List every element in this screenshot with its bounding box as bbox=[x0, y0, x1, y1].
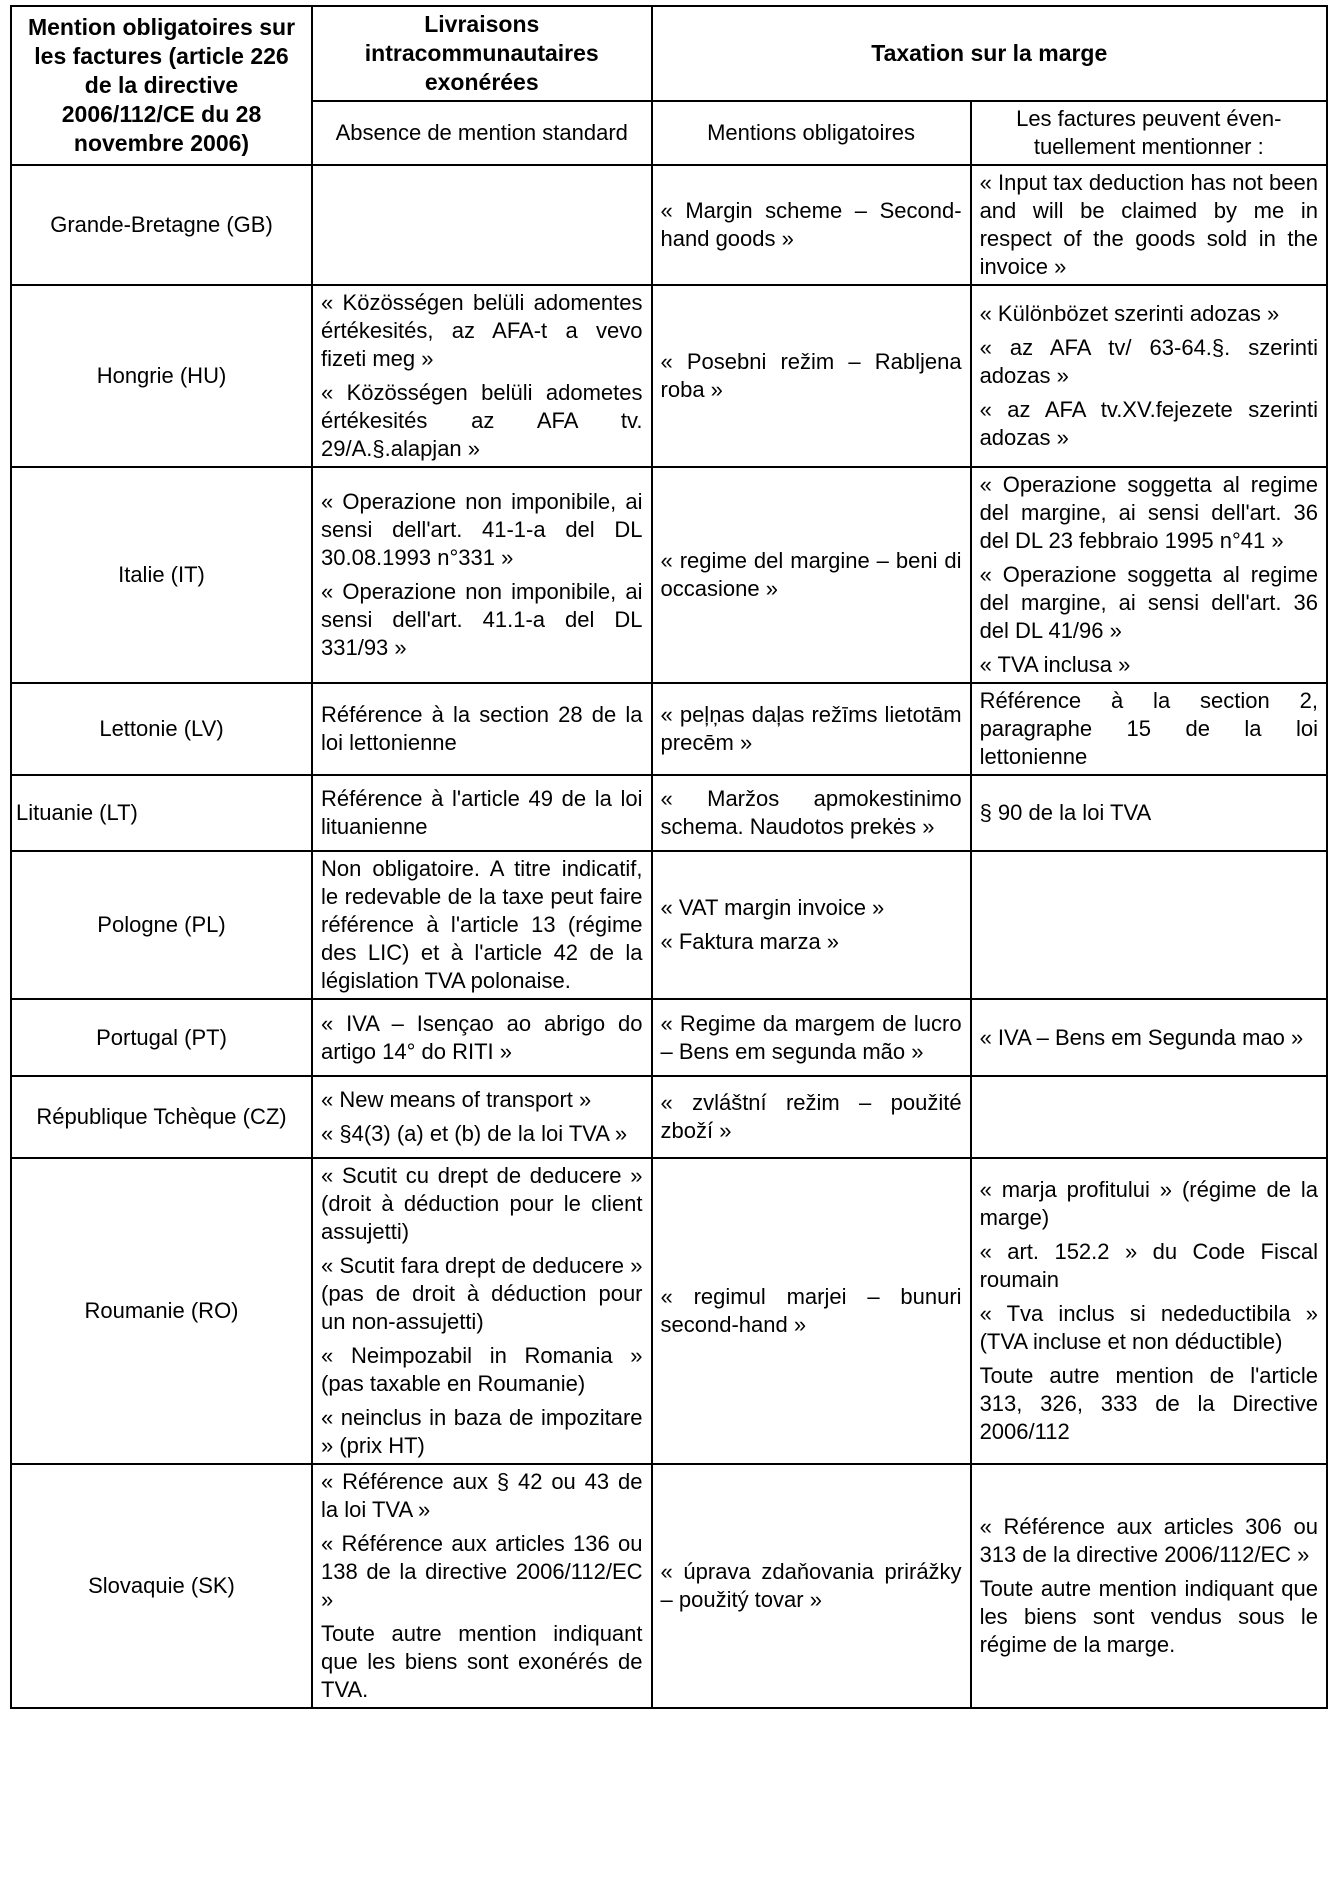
mention-entry: « Scutit cu drept de deducere » (droit à déduction pour le client assujetti) bbox=[321, 1163, 643, 1244]
intra-cell bbox=[312, 1076, 652, 1158]
subheader-mentions-facultatives: Les factures peuvent éven-tuellement mentionner : bbox=[971, 101, 1327, 165]
marge-facultatif-cell bbox=[971, 775, 1327, 851]
intra-cell bbox=[312, 683, 652, 775]
header-taxation-marge: Taxation sur la marge bbox=[652, 6, 1327, 101]
intra-cell bbox=[312, 1158, 652, 1464]
intra-cell bbox=[312, 467, 652, 683]
mention-entry: « Tva inclus si nedeductibila » (TVA incluse et non déductible) bbox=[979, 1301, 1318, 1354]
mention-entry: « §4(3) (a) et (b) de la loi TVA » bbox=[321, 1121, 628, 1146]
marge-obligatoire-cell bbox=[652, 683, 971, 775]
country-cell: Slovaquie (SK) bbox=[11, 1464, 312, 1708]
country-cell: Lettonie (LV) bbox=[11, 683, 312, 775]
marge-obligatoire-cell bbox=[652, 1464, 971, 1708]
mention-entry: « Référence aux § 42 ou 43 de la loi TVA » bbox=[321, 1469, 643, 1522]
mention-entry: « Operazione soggetta al regime del margine, ai sensi dell'art. 36 del DL 23 febbraio 1995 n°41 » bbox=[979, 472, 1318, 553]
mention-entry: Non obligatoire. A titre indicatif, le redevable de la taxe peut faire référence à l'article 13 (régime des LIC) et à l'article 42 de la législation TVA polonaise. bbox=[321, 856, 643, 993]
header-intracommunautaires: Livraisons intracommunautaires exonérées bbox=[312, 6, 652, 101]
mention-entry: « Référence aux articles 306 ou 313 de la directive 2006/112/EC » bbox=[979, 1514, 1318, 1567]
table-row bbox=[11, 851, 1327, 999]
table-row bbox=[11, 775, 1327, 851]
invoice-mentions-table bbox=[10, 5, 1328, 1709]
mention-entry: « zvláštní režim – použité zboží » bbox=[660, 1090, 962, 1143]
marge-facultatif-cell bbox=[971, 285, 1327, 467]
mention-entry: « regimul marjei – bunuri second-hand » bbox=[660, 1284, 962, 1337]
mention-entry: « Operazione non imponibile, ai sensi dell'art. 41-1-a del DL 30.08.1993 n°331 » bbox=[321, 489, 643, 570]
table-row bbox=[11, 683, 1327, 775]
marge-facultatif-cell bbox=[971, 683, 1327, 775]
marge-obligatoire-cell bbox=[652, 999, 971, 1076]
mention-entry: « Référence aux articles 136 ou 138 de la directive 2006/112/EC » bbox=[321, 1531, 643, 1612]
country-cell: Pologne (PL) bbox=[11, 851, 312, 999]
marge-obligatoire-cell bbox=[652, 1158, 971, 1464]
marge-facultatif-cell bbox=[971, 1158, 1327, 1464]
mention-entry: « az AFA tv/ 63-64.§. szerinti adozas » bbox=[979, 335, 1318, 388]
intra-cell bbox=[312, 999, 652, 1076]
mention-entry: « úprava zdaňovania prirážky – použitý tovar » bbox=[660, 1559, 962, 1612]
table-row bbox=[11, 467, 1327, 683]
mention-entry: « Közösségen belüli adomentes értékesités, az AFA-t a vevo fizeti meg » bbox=[321, 290, 643, 371]
table-row bbox=[11, 999, 1327, 1076]
mention-entry: « TVA inclusa » bbox=[979, 652, 1131, 677]
intra-cell bbox=[312, 165, 652, 285]
mention-entry: « regime del margine – beni di occasione » bbox=[660, 548, 962, 601]
header-row bbox=[11, 6, 1327, 101]
subheader-mentions-obligatoires: Mentions obligatoires bbox=[652, 101, 971, 165]
table-row bbox=[11, 165, 1327, 285]
country-cell: Roumanie (RO) bbox=[11, 1158, 312, 1464]
header-mentions: Mention obligatoires sur les factures (article 226 de la directive 2006/112/CE du 28 novembre 2006) bbox=[11, 6, 312, 165]
mention-entry: Toute autre mention de l'article 313, 326, 333 de la Directive 2006/112 bbox=[979, 1363, 1318, 1444]
intra-cell bbox=[312, 851, 652, 999]
mention-entry: Toute autre mention indiquant que les biens sont exonérés de TVA. bbox=[321, 1621, 643, 1702]
mention-entry: « Posebni režim – Rabljena roba » bbox=[660, 349, 962, 402]
subheader-absence-mention: Absence de mention standard bbox=[312, 101, 652, 165]
intra-cell bbox=[312, 775, 652, 851]
mention-entry: « Maržos apmokestinimo schema. Naudotos prekės » bbox=[660, 786, 962, 839]
mention-entry: « IVA – Bens em Segunda mao » bbox=[979, 1024, 1304, 1050]
mention-entry: « neinclus in baza de impozitare » (prix HT) bbox=[321, 1405, 643, 1458]
table-body bbox=[11, 165, 1327, 1708]
intra-cell bbox=[312, 1464, 652, 1708]
marge-obligatoire-cell bbox=[652, 1076, 971, 1158]
mention-entry: « peļņas daļas režīms lietotām precēm » bbox=[660, 702, 962, 755]
mention-entry: « VAT margin invoice » bbox=[660, 895, 885, 920]
marge-facultatif-cell bbox=[971, 1464, 1327, 1708]
country-cell: Grande-Bretagne (GB) bbox=[11, 165, 312, 285]
table-row bbox=[11, 1076, 1327, 1158]
country-cell: Lituanie (LT) bbox=[11, 775, 312, 851]
table-row bbox=[11, 1464, 1327, 1708]
table-row bbox=[11, 285, 1327, 467]
marge-obligatoire-cell bbox=[652, 775, 971, 851]
marge-facultatif-cell bbox=[971, 851, 1327, 999]
mention-entry: « Faktura marza » bbox=[660, 929, 840, 954]
mention-entry: « Különbözet szerinti adozas » bbox=[979, 301, 1280, 326]
mention-entry: Référence à la section 2, paragraphe 15 de la loi lettonienne bbox=[979, 688, 1318, 769]
mention-entry: « Operazione non imponibile, ai sensi dell'art. 41.1-a del DL 331/93 » bbox=[321, 579, 643, 660]
country-cell: Portugal (PT) bbox=[11, 999, 312, 1076]
mention-entry: « Margin scheme – Second-hand goods » bbox=[660, 198, 962, 251]
mention-entry: « Scutit fara drept de deducere » (pas de droit à déduction pour un non-assujetti) bbox=[321, 1253, 643, 1334]
marge-obligatoire-cell bbox=[652, 851, 971, 999]
mention-entry: § 90 de la loi TVA bbox=[979, 800, 1152, 825]
marge-obligatoire-cell bbox=[652, 165, 971, 285]
mention-entry: Référence à la section 28 de la loi lettonienne bbox=[321, 702, 643, 755]
mention-entry: « Input tax deduction has not been and will be claimed by me in respect of the goods sold in the invoice » bbox=[979, 170, 1318, 279]
mention-entry: Référence à l'article 49 de la loi lituanienne bbox=[321, 786, 643, 839]
marge-obligatoire-cell bbox=[652, 467, 971, 683]
mention-entry: « art. 152.2 » du Code Fiscal roumain bbox=[979, 1239, 1318, 1292]
marge-facultatif-cell bbox=[971, 1076, 1327, 1158]
marge-obligatoire-cell bbox=[652, 285, 971, 467]
mention-entry: « Regime da margem de lucro – Bens em segunda mão » bbox=[660, 1010, 962, 1064]
marge-facultatif-cell bbox=[971, 165, 1327, 285]
mention-entry: « marja profitului » (régime de la marge) bbox=[979, 1177, 1318, 1230]
intra-cell bbox=[312, 285, 652, 467]
mention-entry: « Operazione soggetta al regime del margine, ai sensi dell'art. 36 del DL 41/96 » bbox=[979, 562, 1318, 643]
table-row bbox=[11, 1158, 1327, 1464]
mention-entry: « Közösségen belüli adometes értékesités az AFA tv. 29/A.§.alapjan » bbox=[321, 380, 643, 461]
country-cell: Hongrie (HU) bbox=[11, 285, 312, 467]
mention-entry: Toute autre mention indiquant que les biens sont vendus sous le régime de la marge. bbox=[979, 1576, 1318, 1657]
mention-entry: « IVA – Isençao ao abrigo do artigo 14° do RITI » bbox=[321, 1010, 643, 1064]
mention-entry: « Neimpozabil in Romania » (pas taxable en Roumanie) bbox=[321, 1343, 643, 1396]
mention-entry: « New means of transport » bbox=[321, 1087, 592, 1112]
marge-facultatif-cell bbox=[971, 999, 1327, 1076]
country-cell: Italie (IT) bbox=[11, 467, 312, 683]
mention-entry: « az AFA tv.XV.fejezete szerinti adozas » bbox=[979, 397, 1318, 450]
country-cell: République Tchèque (CZ) bbox=[11, 1076, 312, 1158]
marge-facultatif-cell bbox=[971, 467, 1327, 683]
